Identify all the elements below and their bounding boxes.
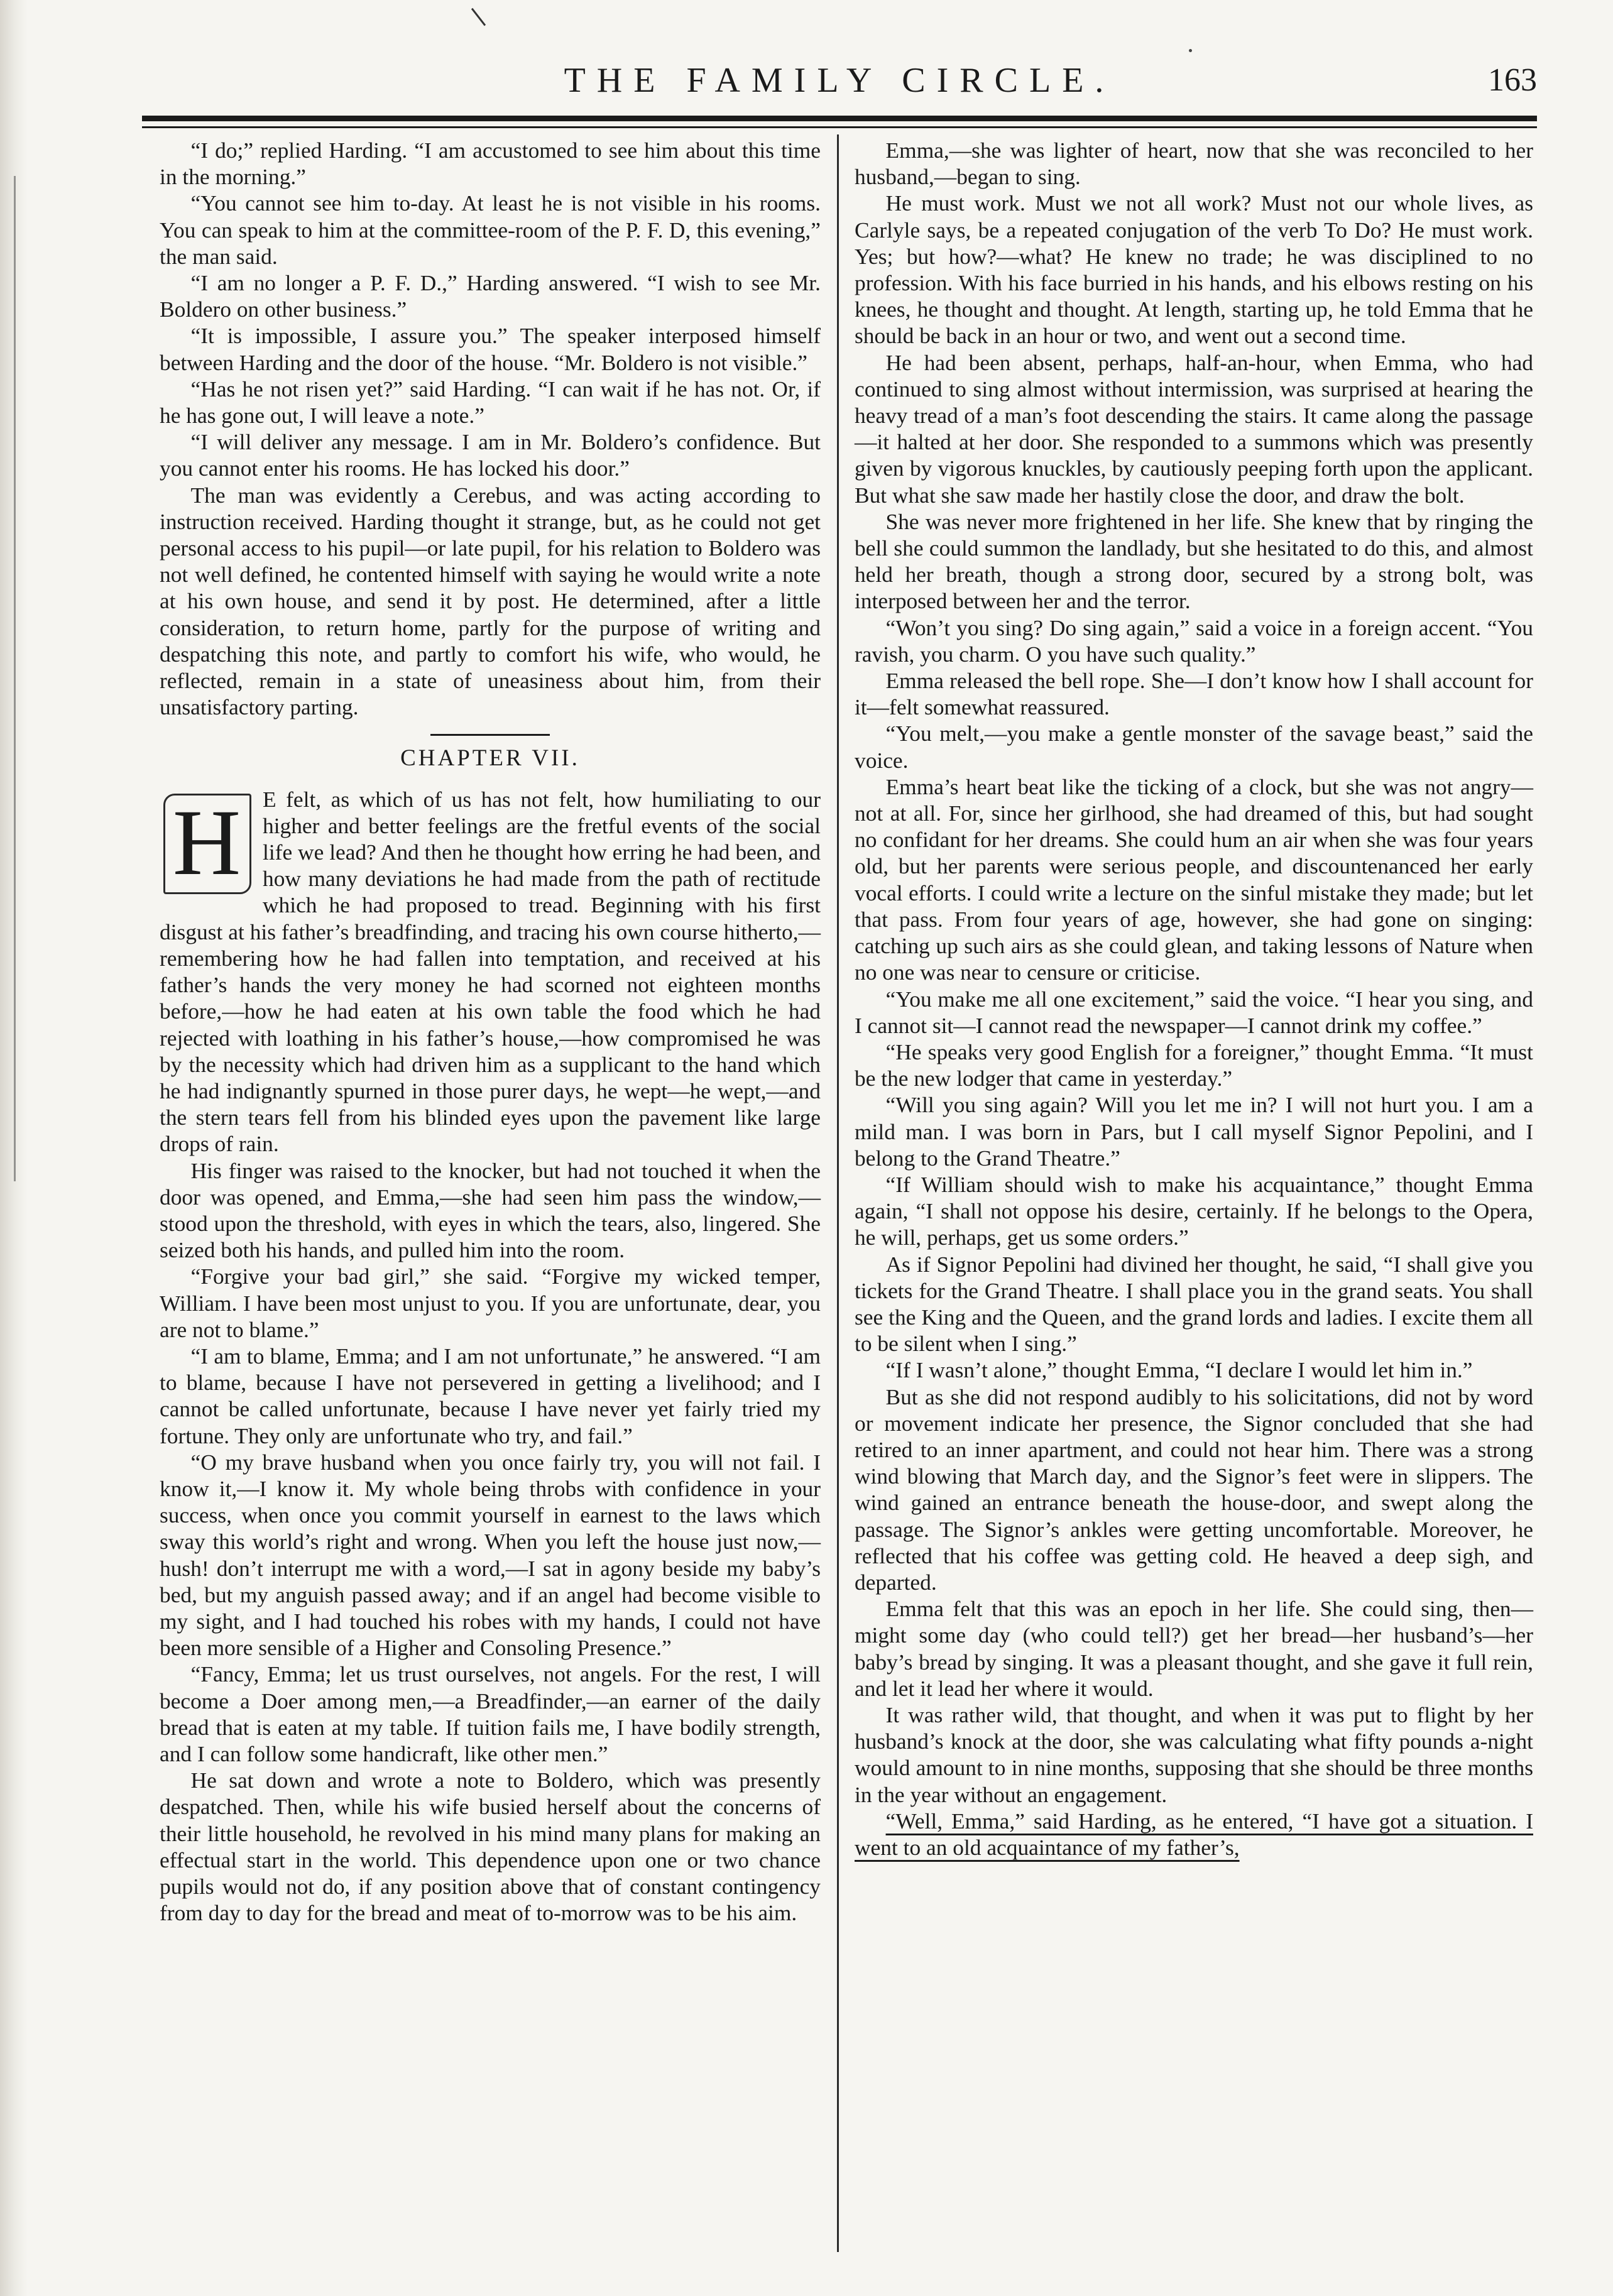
paragraph: “I do;” replied Harding. “I am accustomed to see him about this time in the morning.” bbox=[160, 138, 821, 190]
ornamental-drop-cap bbox=[160, 791, 254, 895]
paragraph: Emma released the bell rope. She—I don’t know how I shall account for it—felt somewhat reassured. bbox=[855, 668, 1533, 720]
paragraph: “If I wasn’t alone,” thought Emma, “I declare I would let him in.” bbox=[885, 1357, 1473, 1383]
chapter-first-paragraph bbox=[160, 786, 821, 1157]
paragraph: “If William should wish to make his acquaintance,” thought Emma again, “I shall not oppose his desire, certainly. If he belongs to the Opera, he will, perhaps, get us some orders.” bbox=[855, 1171, 1533, 1250]
paragraph: It was rather wild, that thought, and when it was put to flight by her husband’s knock at the door, she was calculating what fifty pounds a-night would amount to in nine months, supposing that she should be three months in the year without an engagement. bbox=[855, 1702, 1533, 1807]
paragraph: The man was evidently a Cerebus, and was acting according to instruction received. Harding thought it strange, but, as he could not get personal access to his pupil—or late pupil, for his relation to Boldero was not well defined, he contented himself with saying he would write a note at his own house, and send it by post. He determined, after a little consideration, to return home, partly for the purpose of writing and despatching this note, and partly to comfort his wife, who would, he reflected, remain in a state of uneasiness about him, from their unsatisfactory parting. bbox=[160, 482, 821, 720]
paragraph: She was never more frightened in her life. She knew that by ringing the bell she could summon the landlady, but she hesitated to do this, and almost held her breath, though a strong door, secured by a strong bolt, was interposed between her and the terror. bbox=[855, 508, 1533, 614]
paragraph-text: E felt, as which of us has not felt, how humiliating to our higher and better feelings are the fretful events of the social life we lead? And then he thought how erring he had been, and how many deviations he had made from the path of rectitude which he had proposed to tread. Beginning with his first disgust at his father’s breadfinding, and tracing his own course hitherto,—remembering how he had fallen into temptation, and received at his father’s hands the very money he had scorned not eighteen months before,—how he had eaten at his own table the food which he had rejected with loathing in his father’s house,—how compromised he was by the necessity which had driven him as a supplicant to the hand which he had indignantly spurned in those purer days, he wept—he wept,—and the stern tears fell from his blinded eyes upon the pavement like large drops of rain. bbox=[160, 786, 821, 1157]
paragraph: “You cannot see him to-day. At least he is not visible in his rooms. You can speak to him at the committee-room of the P. F. D, this evening,” the man said. bbox=[160, 190, 821, 269]
paragraph: But as she did not respond audibly to his solicitations, did not by word or movement indicate her presence, the Signor concluded that she had retired to an inner apartment, and could not hear him. There was a strong wind blowing that March day, and the Signor’s feet were in slippers. The wind gained an entrance beneath the house-door, and swept along the passage. The Signor’s ankles were getting uncomfortable. Moreover, he reflected that his coffee was getting cold. He heaved a deep sigh, and departed. bbox=[855, 1384, 1533, 1595]
print-speck bbox=[1189, 49, 1192, 52]
page-number: 163 bbox=[1488, 62, 1537, 98]
paragraph: He sat down and wrote a note to Boldero, which was presently despatched. Then, while his wife busied herself about the concerns of their little household, he revolved in his mind many plans for making an effectual start in the world. This dependence upon one or two chance pupils would not do, if any position above that of constant contingency from day to day for the bread and meat of to-morrow was to be his aim. bbox=[160, 1768, 821, 1926]
paragraph: “Won’t you sing? Do sing again,” said a voice in a foreign accent. “You ravish, you charm. O you have such quality.” bbox=[855, 615, 1533, 667]
running-title: THE FAMILY CIRCLE. bbox=[564, 61, 1115, 100]
left-column bbox=[160, 137, 821, 1926]
paragraph: “O my brave husband when you once fairly try, you will not fail. I know it,—I know it. My whole being throbs with confidence in your success, when once you commit yourself in earnest to the laws which sway this world’s right and wrong. When you left the house just now,—hush! don’t interrupt me with a word,—I sat in agony beside my baby’s bed, but my anguish passed away; and if an angel had become visible to my sight, and I had touched his robes with my hands, I could not have been more sensible of a Higher and Consoling Presence.” bbox=[160, 1449, 821, 1661]
paragraph: He had been absent, perhaps, half-an-hour, when Emma, who had continued to sing almost without intermission, was surprised at hearing the heavy tread of a man’s foot descending the stairs. It came along the passage—it halted at her door. She responded to a summons which was presently given by vigorous knuckles, by cautiously peeping forth upon the applicant. But what she saw made her hastily close the door, and draw the bolt. bbox=[855, 349, 1533, 508]
continued-paragraph: “Well, Emma,” said Harding, as he entered, “I have got a situation. I went to an old acquaintance of my father’s, bbox=[855, 1808, 1533, 1860]
paragraph bbox=[855, 1808, 1533, 1861]
page-header bbox=[142, 60, 1537, 109]
header-rule-thick bbox=[142, 116, 1537, 121]
print-mark bbox=[471, 8, 486, 26]
paragraph: Emma,—she was lighter of heart, now that she was reconciled to her husband,—began to sing. bbox=[855, 138, 1533, 190]
paragraph: “You make me all one excitement,” said the voice. “I hear you sing, and I cannot sit—I cannot read the newspaper—I cannot drink my coffee.” bbox=[855, 986, 1533, 1038]
paragraph: “I am to blame, Emma; and I am not unfortunate,” he answered. “I am to blame, because I have not persevered in getting a livelihood; and I cannot be called unfortunate, because I have never yet fairly tried my fortune. They only are unfortunate who try, and fail.” bbox=[160, 1343, 821, 1448]
paragraph: “Will you sing again? Will you let me in? I will not hurt you. I am a mild man. I was born in Pars, but I call myself Signor Pepolini, and I belong to the Grand Theatre.” bbox=[855, 1092, 1533, 1171]
paragraph: “It is impossible, I assure you.” The speaker interposed himself between Harding and the door of the house. “Mr. Boldero is not visible.” bbox=[160, 323, 821, 375]
paragraph: “You melt,—you make a gentle monster of the savage beast,” said the voice. bbox=[855, 721, 1533, 773]
paragraph: As if Signor Pepolini had divined her thought, he said, “I shall give you tickets for the Grand Theatre. I shall place you in the grand seats. You shall see the King and the Queen, and the grand lords and ladies. I excite them all to be silent when I sing.” bbox=[855, 1251, 1533, 1357]
paragraph: His finger was raised to the knocker, but had not touched it when the door was opened, and Emma,—she had seen him pass the window,—stood upon the threshold, with eyes in which the tears, also, lingered. She seized both his hands, and pulled him into the room. bbox=[160, 1157, 821, 1263]
binding-shadow bbox=[14, 176, 16, 1181]
paragraph: He must work. Must we not all work? Must not our whole lives, as Carlyle says, be a repeated conjugation of the verb To Do? He must work. Yes; but how?—what? He knew no trade; he was disciplined to no profession. With his face burried in his hands, and his elbows resting on his knees, he thought and thought. At length, starting up, he told Emma that he should be back in an hour or two, and went out a second time. bbox=[855, 190, 1533, 349]
column-divider bbox=[837, 134, 839, 2252]
drop-cap-letter: H bbox=[172, 790, 241, 895]
header-rule-thin bbox=[142, 126, 1537, 128]
paragraph: “I will deliver any message. I am in Mr. Boldero’s confidence. But you cannot enter his rooms. He has locked his door.” bbox=[160, 429, 821, 481]
paragraph: “He speaks very good English for a foreigner,” thought Emma. “It must be the new lodger that came in yesterday.” bbox=[855, 1039, 1533, 1091]
paragraph: “Forgive your bad girl,” she said. “Forgive my wicked temper, William. I have been most unjust to you. If you are unfortunate, dear, you are not to blame.” bbox=[160, 1264, 821, 1342]
paragraph: Emma’s heart beat like the ticking of a clock, but she was not angry—not at all. For, since her girlhood, she had dreamed of this, but had sought no confidant for her dreams. She could hum an air when she was four years old, but her parents were serious people, and discountenanced her early vocal efforts. I could write a lecture on the sinful mistake they made; but let that pass. From four years of age, however, she had gone on singing: catching up such airs as she could glean, and taking lessons of Nature when no one was near to censure or criticise. bbox=[855, 774, 1533, 985]
chapter-heading: CHAPTER VII. bbox=[160, 745, 821, 772]
paragraph: “Has he not risen yet?” said Harding. “I can wait if he has not. Or, if he has gone out, I will leave a note.” bbox=[160, 376, 821, 429]
paragraph: “I am no longer a P. F. D.,” Harding answered. “I wish to see Mr. Boldero on other business.” bbox=[160, 270, 821, 322]
paragraph: “Fancy, Emma; let us trust ourselves, not angels. For the rest, I will become a Doer among men,—a Breadfinder,—an earner of the daily bread that is eaten at my table. If tuition fails me, I have bodily strength, and I can follow some handicraft, like other men.” bbox=[160, 1661, 821, 1766]
right-column bbox=[855, 137, 1533, 1861]
paragraph: Emma felt that this was an epoch in her life. She could sing, then—might some day (who could tell?) get her bread—her husband’s—her baby’s bread by singing. It was a pleasant thought, and she gave it full rein, and let it lead her where it would. bbox=[855, 1596, 1533, 1701]
